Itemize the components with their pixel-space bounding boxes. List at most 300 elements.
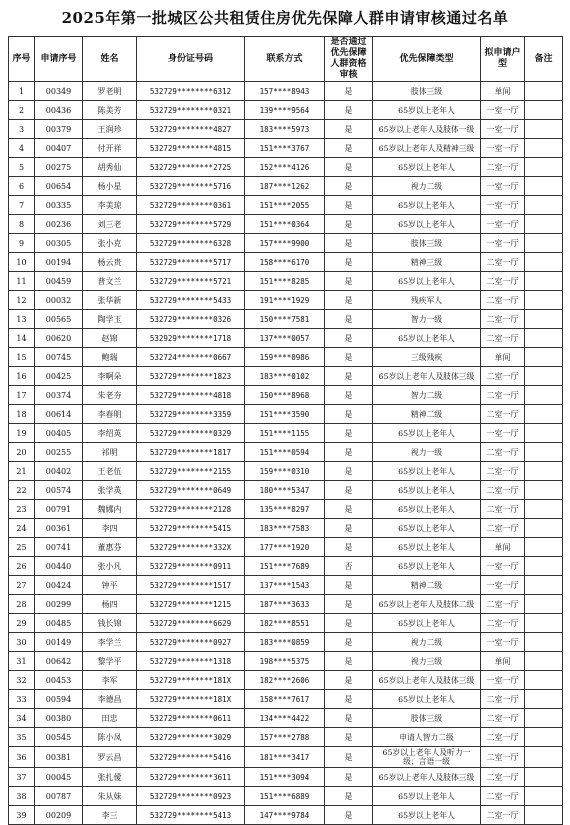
cell-unit-type: 二室一厅 <box>481 728 525 747</box>
cell-approved: 是 <box>325 690 373 709</box>
cell-remarks <box>525 806 563 825</box>
cell-priority-type: 65岁以上老年人 <box>373 481 481 500</box>
cell-name: 张学英 <box>83 481 137 500</box>
cell-name: 王润珍 <box>83 120 137 139</box>
cell-approved: 是 <box>325 519 373 538</box>
cell-priority-type: 65岁以上老年人及肢体二级 <box>373 595 481 614</box>
cell-remarks <box>525 196 563 215</box>
table-row <box>9 139 563 158</box>
cell-contact: 191****1929 <box>245 291 325 310</box>
cell-priority-type: 65岁以上老年人及肢体三级 <box>373 671 481 690</box>
cell-id-number: 532729********3611 <box>137 768 245 787</box>
header-priority-type: 优先保障类型 <box>373 37 481 82</box>
header-contact: 联系方式 <box>245 37 325 82</box>
cell-approved: 是 <box>325 806 373 825</box>
cell-name: 魏娜内 <box>83 500 137 519</box>
cell-application-no: 00745 <box>35 348 83 367</box>
cell-priority-type: 65岁以上老年人 <box>373 538 481 557</box>
cell-unit-type: 二室一厅 <box>481 519 525 538</box>
table-row <box>9 234 563 253</box>
cell-unit-type: 二室一厅 <box>481 462 525 481</box>
cell-index: 31 <box>9 652 35 671</box>
cell-contact: 137****1543 <box>245 576 325 595</box>
cell-application-no: 00574 <box>35 481 83 500</box>
cell-id-number: 532729********4818 <box>137 386 245 405</box>
cell-name: 李春明 <box>83 405 137 424</box>
cell-index: 39 <box>9 806 35 825</box>
cell-name: 杨云贵 <box>83 253 137 272</box>
cell-approved: 是 <box>325 595 373 614</box>
cell-remarks <box>525 234 563 253</box>
cell-id-number: 532724********0667 <box>137 348 245 367</box>
table-row <box>9 215 563 234</box>
cell-approved: 否 <box>325 557 373 576</box>
cell-application-no: 00032 <box>35 291 83 310</box>
cell-priority-type: 65岁以上老年人 <box>373 500 481 519</box>
cell-priority-type: 65岁以上老年人 <box>373 462 481 481</box>
cell-name: 李啊朵 <box>83 367 137 386</box>
cell-application-no: 00335 <box>35 196 83 215</box>
cell-application-no: 00275 <box>35 158 83 177</box>
cell-index: 7 <box>9 196 35 215</box>
cell-approved: 是 <box>325 538 373 557</box>
cell-remarks <box>525 443 563 462</box>
cell-id-number: 532729********0326 <box>137 310 245 329</box>
cell-approved: 是 <box>325 633 373 652</box>
table-row <box>9 120 563 139</box>
cell-name: 张小凡 <box>83 557 137 576</box>
cell-name: 黎学平 <box>83 652 137 671</box>
cell-application-no: 00791 <box>35 500 83 519</box>
cell-id-number: 532729********0329 <box>137 424 245 443</box>
cell-id-number: 532729********5716 <box>137 177 245 196</box>
cell-contact: 183****0859 <box>245 633 325 652</box>
cell-name: 陈小凤 <box>83 728 137 747</box>
cell-unit-type: 二室一厅 <box>481 253 525 272</box>
cell-approved: 是 <box>325 671 373 690</box>
cell-unit-type: 一室一厅 <box>481 234 525 253</box>
cell-priority-type: 65岁以上老年人 <box>373 519 481 538</box>
cell-application-no: 00594 <box>35 690 83 709</box>
cell-name: 王老伍 <box>83 462 137 481</box>
cell-name: 张扎僾 <box>83 768 137 787</box>
cell-index: 10 <box>9 253 35 272</box>
cell-id-number: 532729********181X <box>137 690 245 709</box>
cell-contact: 151****3094 <box>245 768 325 787</box>
cell-remarks <box>525 614 563 633</box>
cell-id-number: 532729********0923 <box>137 787 245 806</box>
table-row <box>9 291 563 310</box>
cell-unit-type: 二室一厅 <box>481 158 525 177</box>
cell-name: 李绍英 <box>83 424 137 443</box>
cell-approved: 是 <box>325 405 373 424</box>
cell-remarks <box>525 652 563 671</box>
cell-approved: 是 <box>325 234 373 253</box>
cell-remarks <box>525 272 563 291</box>
cell-application-no: 00405 <box>35 424 83 443</box>
cell-approved: 是 <box>325 253 373 272</box>
cell-index: 4 <box>9 139 35 158</box>
cell-unit-type: 一室一厅 <box>481 557 525 576</box>
cell-contact: 135****8297 <box>245 500 325 519</box>
cell-approved: 是 <box>325 787 373 806</box>
cell-contact: 151****0364 <box>245 215 325 234</box>
cell-id-number: 532729********332X <box>137 538 245 557</box>
cell-id-number: 532729********6312 <box>137 82 245 101</box>
cell-contact: 151****2055 <box>245 196 325 215</box>
cell-application-no: 00614 <box>35 405 83 424</box>
cell-priority-type: 65岁以上老年人 <box>373 329 481 348</box>
cell-remarks <box>525 728 563 747</box>
cell-index: 33 <box>9 690 35 709</box>
cell-contact: 159****0310 <box>245 462 325 481</box>
cell-approved: 是 <box>325 462 373 481</box>
cell-id-number: 532729********181X <box>137 671 245 690</box>
cell-index: 19 <box>9 424 35 443</box>
cell-contact: 151****3590 <box>245 405 325 424</box>
cell-id-number: 532729********4815 <box>137 139 245 158</box>
cell-contact: 157****9900 <box>245 234 325 253</box>
cell-index: 14 <box>9 329 35 348</box>
cell-unit-type: 二室一厅 <box>481 787 525 806</box>
cell-index: 5 <box>9 158 35 177</box>
cell-unit-type: 二室一厅 <box>481 595 525 614</box>
cell-name: 普文兰 <box>83 272 137 291</box>
cell-id-number: 532729********0911 <box>137 557 245 576</box>
cell-index: 1 <box>9 82 35 101</box>
header-name: 姓名 <box>83 37 137 82</box>
cell-priority-type: 65岁以上老年人 <box>373 806 481 825</box>
cell-application-no: 00453 <box>35 671 83 690</box>
cell-application-no: 00545 <box>35 728 83 747</box>
cell-unit-type: 一室一厅 <box>481 101 525 120</box>
cell-approved: 是 <box>325 272 373 291</box>
cell-approved: 是 <box>325 614 373 633</box>
cell-remarks <box>525 158 563 177</box>
cell-contact: 177****1920 <box>245 538 325 557</box>
cell-approved: 是 <box>325 367 373 386</box>
table-header-row <box>9 37 563 82</box>
header-remarks: 备注 <box>525 37 563 82</box>
table-row <box>9 82 563 101</box>
cell-priority-type: 65岁以上老年人 <box>373 614 481 633</box>
cell-contact: 151****6889 <box>245 787 325 806</box>
cell-contact: 147****9784 <box>245 806 325 825</box>
cell-contact: 139****9564 <box>245 101 325 120</box>
cell-application-no: 00440 <box>35 557 83 576</box>
cell-contact: 151****0594 <box>245 443 325 462</box>
cell-id-number: 532729********5729 <box>137 215 245 234</box>
header-index: 序号 <box>9 37 35 82</box>
cell-remarks <box>525 768 563 787</box>
cell-index: 6 <box>9 177 35 196</box>
cell-unit-type: 一室一厅 <box>481 177 525 196</box>
cell-application-no: 00305 <box>35 234 83 253</box>
cell-contact: 187****3633 <box>245 595 325 614</box>
cell-priority-type: 65岁以上老年人 <box>373 158 481 177</box>
cell-index: 8 <box>9 215 35 234</box>
cell-application-no: 00654 <box>35 177 83 196</box>
cell-application-no: 00620 <box>35 329 83 348</box>
table-row <box>9 101 563 120</box>
cell-priority-type: 智力二级 <box>373 386 481 405</box>
cell-priority-type: 肢体三级 <box>373 234 481 253</box>
table-row <box>9 272 563 291</box>
cell-priority-type: 65岁以上老年人 <box>373 787 481 806</box>
cell-unit-type: 单间 <box>481 348 525 367</box>
cell-application-no: 00194 <box>35 253 83 272</box>
table-row <box>9 329 563 348</box>
cell-id-number: 532729********1318 <box>137 652 245 671</box>
header-application-no: 申请序号 <box>35 37 83 82</box>
cell-application-no: 00255 <box>35 443 83 462</box>
cell-name: 李三 <box>83 806 137 825</box>
cell-name: 杨小星 <box>83 177 137 196</box>
table-row <box>9 310 563 329</box>
cell-contact: 158****7617 <box>245 690 325 709</box>
cell-contact: 180****5347 <box>245 481 325 500</box>
cell-priority-type: 视力二级 <box>373 633 481 652</box>
cell-contact: 151****1155 <box>245 424 325 443</box>
cell-remarks <box>525 462 563 481</box>
cell-approved: 是 <box>325 728 373 747</box>
cell-remarks <box>525 500 563 519</box>
table-row <box>9 158 563 177</box>
cell-name: 罗云昌 <box>83 747 137 768</box>
cell-contact: 183****5973 <box>245 120 325 139</box>
cell-application-no: 00379 <box>35 120 83 139</box>
cell-priority-type: 65岁以上老年人 <box>373 215 481 234</box>
cell-name: 罗老明 <box>83 82 137 101</box>
cell-unit-type: 二室一厅 <box>481 806 525 825</box>
cell-name: 朱从妹 <box>83 787 137 806</box>
cell-approved: 是 <box>325 215 373 234</box>
cell-approved: 是 <box>325 768 373 787</box>
cell-index: 20 <box>9 443 35 462</box>
cell-id-number: 532929********1718 <box>137 329 245 348</box>
cell-contact: 151****8285 <box>245 272 325 291</box>
cell-priority-type: 65岁以上老年人 <box>373 101 481 120</box>
cell-unit-type: 二室一厅 <box>481 367 525 386</box>
cell-priority-type: 65岁以上老年人及听力一级；言语一级 <box>373 747 481 768</box>
cell-index: 9 <box>9 234 35 253</box>
cell-name: 钱长锦 <box>83 614 137 633</box>
cell-index: 16 <box>9 367 35 386</box>
cell-contact: 183****0102 <box>245 367 325 386</box>
cell-application-no: 00436 <box>35 101 83 120</box>
cell-contact: 182****2606 <box>245 671 325 690</box>
cell-unit-type: 二室一厅 <box>481 481 525 500</box>
cell-contact: 134****4422 <box>245 709 325 728</box>
cell-priority-type: 残疾军人 <box>373 291 481 310</box>
cell-name: 杨四 <box>83 595 137 614</box>
cell-contact: 150****7581 <box>245 310 325 329</box>
table-row <box>9 424 563 443</box>
cell-name: 赵锦 <box>83 329 137 348</box>
cell-name: 李学兰 <box>83 633 137 652</box>
table-row <box>9 500 563 519</box>
cell-approved: 是 <box>325 82 373 101</box>
cell-index: 36 <box>9 747 35 768</box>
cell-name: 张华新 <box>83 291 137 310</box>
cell-approved: 是 <box>325 101 373 120</box>
cell-id-number: 532729********1215 <box>137 595 245 614</box>
table-row <box>9 728 563 747</box>
cell-index: 13 <box>9 310 35 329</box>
cell-id-number: 532729********2725 <box>137 158 245 177</box>
cell-approved: 是 <box>325 424 373 443</box>
cell-priority-type: 肢体三级 <box>373 82 481 101</box>
cell-remarks <box>525 633 563 652</box>
cell-index: 28 <box>9 595 35 614</box>
cell-application-no: 00741 <box>35 538 83 557</box>
cell-id-number: 532729********0649 <box>137 481 245 500</box>
approval-list-table <box>8 36 563 825</box>
table-row <box>9 443 563 462</box>
cell-application-no: 00407 <box>35 139 83 158</box>
cell-id-number: 532729********4827 <box>137 120 245 139</box>
cell-priority-type: 精神二级 <box>373 576 481 595</box>
table-row <box>9 386 563 405</box>
cell-id-number: 532729********2128 <box>137 500 245 519</box>
cell-contact: 151****7689 <box>245 557 325 576</box>
table-row <box>9 576 563 595</box>
cell-remarks <box>525 424 563 443</box>
cell-application-no: 00374 <box>35 386 83 405</box>
cell-priority-type: 65岁以上老年人及肢体一级 <box>373 120 481 139</box>
cell-remarks <box>525 690 563 709</box>
cell-unit-type: 二室一厅 <box>481 690 525 709</box>
cell-remarks <box>525 367 563 386</box>
cell-priority-type: 智力一级 <box>373 310 481 329</box>
cell-id-number: 532729********0927 <box>137 633 245 652</box>
cell-priority-type: 精神二级 <box>373 405 481 424</box>
document-title: 2025年第一批城区公共租赁住房优先保障人群申请审核通过名单 <box>61 9 509 27</box>
cell-priority-type: 视力二级 <box>373 177 481 196</box>
table-row <box>9 671 563 690</box>
cell-approved: 是 <box>325 481 373 500</box>
cell-application-no: 00045 <box>35 768 83 787</box>
cell-unit-type: 二室一厅 <box>481 272 525 291</box>
cell-contact: 159****0986 <box>245 348 325 367</box>
cell-remarks <box>525 671 563 690</box>
cell-priority-type: 65岁以上老年人 <box>373 557 481 576</box>
cell-index: 37 <box>9 768 35 787</box>
cell-remarks <box>525 291 563 310</box>
cell-application-no: 00424 <box>35 576 83 595</box>
cell-remarks <box>525 348 563 367</box>
cell-unit-type: 单间 <box>481 538 525 557</box>
cell-remarks <box>525 405 563 424</box>
cell-priority-type: 65岁以上老年人及肢体三级 <box>373 367 481 386</box>
cell-application-no: 00787 <box>35 787 83 806</box>
cell-unit-type: 一室一厅 <box>481 671 525 690</box>
cell-unit-type: 二室一厅 <box>481 709 525 728</box>
table-row <box>9 595 563 614</box>
cell-id-number: 532729********0361 <box>137 196 245 215</box>
table-row <box>9 768 563 787</box>
cell-name: 钟平 <box>83 576 137 595</box>
table-row <box>9 367 563 386</box>
cell-application-no: 00485 <box>35 614 83 633</box>
cell-index: 17 <box>9 386 35 405</box>
cell-index: 23 <box>9 500 35 519</box>
cell-id-number: 532729********6328 <box>137 234 245 253</box>
table-row <box>9 557 563 576</box>
cell-id-number: 532729********5433 <box>137 291 245 310</box>
cell-remarks <box>525 557 563 576</box>
cell-remarks <box>525 481 563 500</box>
cell-id-number: 532729********5721 <box>137 272 245 291</box>
cell-remarks <box>525 329 563 348</box>
cell-remarks <box>525 101 563 120</box>
cell-id-number: 532729********3359 <box>137 405 245 424</box>
cell-priority-type: 65岁以上老年人 <box>373 196 481 215</box>
cell-contact: 182****8551 <box>245 614 325 633</box>
cell-unit-type: 二室一厅 <box>481 443 525 462</box>
cell-name: 李美琼 <box>83 196 137 215</box>
cell-contact: 150****8968 <box>245 386 325 405</box>
cell-index: 12 <box>9 291 35 310</box>
cell-priority-type: 65岁以上老年人及精神三级 <box>373 139 481 158</box>
cell-approved: 是 <box>325 291 373 310</box>
table-row <box>9 747 563 768</box>
table-row <box>9 177 563 196</box>
cell-id-number: 532729********0321 <box>137 101 245 120</box>
cell-remarks <box>525 576 563 595</box>
cell-id-number: 532729********2155 <box>137 462 245 481</box>
cell-unit-type: 二室一厅 <box>481 310 525 329</box>
cell-priority-type: 肢体三级 <box>373 709 481 728</box>
header-approved: 是否通过优先保障人群资格审核 <box>325 37 373 82</box>
cell-unit-type: 一室一厅 <box>481 576 525 595</box>
cell-name: 李德昌 <box>83 690 137 709</box>
cell-index: 21 <box>9 462 35 481</box>
cell-unit-type: 二室一厅 <box>481 768 525 787</box>
cell-application-no: 00209 <box>35 806 83 825</box>
cell-name: 田忠 <box>83 709 137 728</box>
header-id-number: 身份证号码 <box>137 37 245 82</box>
cell-approved: 是 <box>325 348 373 367</box>
cell-application-no: 00425 <box>35 367 83 386</box>
table-row <box>9 787 563 806</box>
cell-unit-type: 一室一厅 <box>481 633 525 652</box>
cell-priority-type: 视力三级 <box>373 652 481 671</box>
cell-application-no: 00380 <box>35 709 83 728</box>
cell-id-number: 532729********5413 <box>137 806 245 825</box>
cell-index: 26 <box>9 557 35 576</box>
cell-index: 29 <box>9 614 35 633</box>
cell-unit-type: 二室一厅 <box>481 386 525 405</box>
header-unit-type: 拟申请户型 <box>481 37 525 82</box>
cell-unit-type: 一室一厅 <box>481 120 525 139</box>
cell-name: 刘三老 <box>83 215 137 234</box>
cell-remarks <box>525 310 563 329</box>
cell-name: 胡秀仙 <box>83 158 137 177</box>
cell-index: 18 <box>9 405 35 424</box>
cell-unit-type: 一室一厅 <box>481 196 525 215</box>
cell-unit-type: 单间 <box>481 82 525 101</box>
cell-contact: 198****5375 <box>245 652 325 671</box>
cell-approved: 是 <box>325 177 373 196</box>
cell-index: 38 <box>9 787 35 806</box>
table-row <box>9 462 563 481</box>
cell-name: 张小克 <box>83 234 137 253</box>
cell-unit-type: 二室一厅 <box>481 614 525 633</box>
cell-index: 2 <box>9 101 35 120</box>
cell-priority-type: 65岁以上老年人 <box>373 690 481 709</box>
cell-approved: 是 <box>325 310 373 329</box>
